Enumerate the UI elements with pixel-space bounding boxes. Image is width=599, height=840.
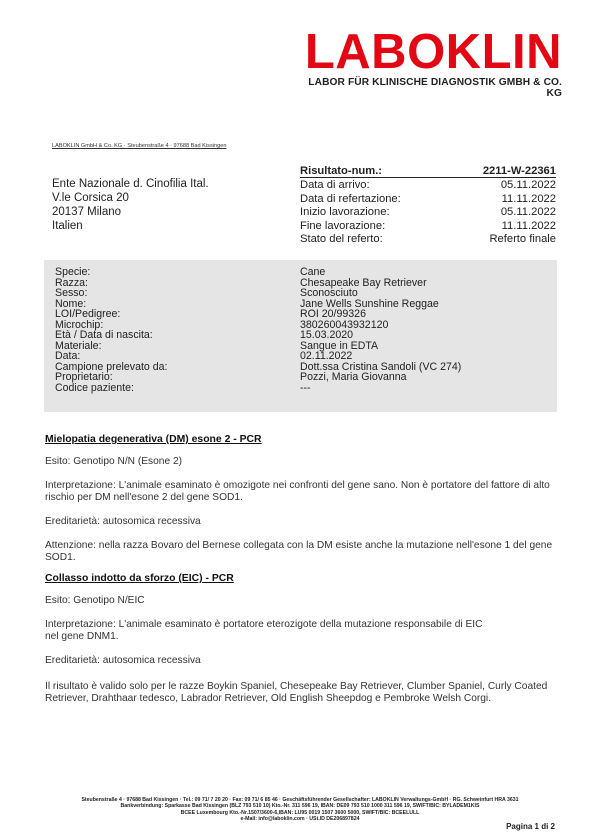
eic-heredity: Ereditarietà: autosomica recessiva	[45, 655, 201, 666]
patient-label: Razza:	[55, 276, 88, 289]
meta-row	[300, 193, 556, 207]
patient-row	[55, 267, 560, 278]
logo-subtitle: LABOR FÜR KLINISCHE DIAGNOSTIK GMBH & CO. KG	[308, 77, 562, 99]
result-number-row	[300, 165, 556, 178]
patient-label: Data:	[55, 350, 81, 362]
sender-address-line: LABOKLIN GmbH & Co. KG · Steubenstraße 4 · 97688 Bad Kissingen	[52, 143, 227, 149]
meta-row	[300, 206, 556, 220]
meta-label: Fine lavorazione:	[300, 219, 386, 232]
result-number-label: Risultato-num.:	[300, 165, 383, 177]
meta-row	[300, 220, 556, 234]
patient-value: 15.03.2020	[300, 329, 354, 341]
patient-label: Microchip:	[55, 318, 104, 331]
dm-section	[45, 434, 557, 564]
patient-value: Sangue in EDTA	[300, 339, 379, 352]
patient-label: Età / Data di nascita:	[55, 329, 153, 341]
eic-validity: Il risultato è valido solo per le razze Boykin Spaniel, Chesepeake Bay Retriever, Clumber Spaniel, Curly Coated Retriever, Drahthaar tedesco, Labrador Retriever, Old English Sheepdog e Pembroke Welsh Corgi.	[45, 681, 548, 704]
meta-value: Referto finale	[489, 233, 556, 246]
meta-label: Data di refertazione:	[300, 192, 401, 205]
footer	[44, 797, 556, 822]
page-number: Pagina 1 di 2	[506, 822, 555, 831]
eic-section	[45, 573, 557, 705]
meta-row	[300, 233, 556, 247]
eic-interpretation: Interpretazione: L'animale esaminato è portatore eterozigote della mutazione responsabile di EIC nel gene DNM1.	[45, 619, 483, 642]
dm-heredity: Ereditarietà: autosomica recessiva	[45, 516, 201, 527]
meta-value: 11.11.2022	[501, 192, 556, 205]
patient-label: Nome:	[55, 297, 87, 310]
patient-row	[55, 372, 560, 383]
patient-info	[55, 267, 560, 393]
patient-value: ---	[300, 381, 311, 394]
meta-value: 11.11.2022	[501, 219, 556, 232]
patient-row	[55, 351, 560, 362]
dm-interpretation: Interpretazione: L'animale esaminato è omozigote nei confronti del gene sano. Non è portatore del fattore di alto rischio per DM nell'esone 2 del gene SOD1.	[45, 480, 550, 503]
patient-row	[55, 330, 560, 341]
footer-line: Bankverbindung: Sparkasse Bad Kissingen (BLZ 793 510 10) Kto.-Nr. 311 596 19, IBAN: DE09 793 510 1000 311 596 19, SWIFT/BIC: BYLADEM1KIS	[120, 803, 480, 810]
patient-value: Dott.ssa Cristina Sandoli (VC 274)	[300, 360, 462, 373]
patient-label: Proprietario:	[55, 371, 113, 383]
patient-label: Sesso:	[55, 287, 88, 299]
patient-row	[55, 309, 560, 320]
recipient-address	[52, 177, 209, 233]
meta-label: Inizio lavorazione:	[300, 206, 390, 219]
patient-value: 02.11.2022	[300, 350, 353, 362]
patient-label: Materiale:	[55, 339, 102, 352]
patient-value: Pozzi, Maria Giovanna	[300, 371, 407, 383]
patient-label: Specie:	[55, 266, 91, 278]
patient-value: Sconosciuto	[300, 287, 358, 299]
meta-row	[300, 179, 556, 193]
address-line: V.le Corsica 20	[52, 192, 129, 204]
report-metadata	[300, 165, 556, 247]
dm-section-title: Mielopatia degenerativa (DM) esone 2 - PCR	[45, 434, 262, 445]
patient-value: Chesapeake Bay Retriever	[300, 276, 427, 289]
eic-esito: Esito: Genotipo N/EIC	[45, 595, 145, 606]
laboklin-logo	[300, 25, 562, 99]
patient-row	[55, 383, 560, 394]
dm-esito: Esito: Genotipo N/N (Esone 2)	[45, 456, 183, 467]
meta-value: 05.11.2022	[500, 206, 556, 219]
patient-label: Codice paziente:	[55, 381, 134, 394]
footer-line: BCEE Luxembourg Kto.-Nr.1507/3600-6,IBAN: LU95 0019 1507 3600 5000, SWIFT/BIC: BCEELULL	[180, 809, 420, 816]
eic-section-title: Collasso indotto da sforzo (EIC) - PCR	[45, 573, 234, 584]
footer-line: e-Mail: info@laboklin.com · USt.ID DE206897824	[240, 815, 360, 822]
patient-value: Jane Wells Sunshine Reggae	[300, 297, 439, 310]
address-line: Italien	[52, 220, 83, 232]
patient-row	[55, 288, 560, 299]
meta-value: 05.11.2022	[500, 179, 556, 191]
address-line: Ente Nazionale d. Cinofilia Ital.	[52, 178, 209, 190]
patient-value: Cane	[300, 266, 326, 278]
patient-label: Campione prelevato da:	[55, 360, 168, 373]
logo-wordmark: LABOKLIN	[304, 25, 562, 79]
patient-label: LOI/Pedigree:	[55, 308, 121, 320]
meta-label: Data di arrivo:	[300, 179, 370, 191]
address-line: 20137 Milano	[52, 206, 122, 218]
result-number-value: 2211-W-22361	[482, 165, 556, 177]
patient-value: 380260043932120	[300, 318, 389, 331]
meta-label: Stato del referto:	[300, 233, 383, 246]
dm-note: Attenzione: nella razza Bovaro del Bernese collegata con la DM esiste anche la mutazione nell'esone 1 del gene SOD1.	[45, 540, 553, 563]
footer-line: Steubenstraße 4 · 97688 Bad Kissingen · Tel.: 09 71/ 7 20 20 · Fax: 09 71/ 6 85 46 · Geschäftsführender Gesellschafter: LABOKLIN Verwaltungs-GmbH · RG. Schweinfurt HRA 3631	[81, 797, 519, 803]
patient-value: ROI 20/99326	[300, 308, 366, 320]
